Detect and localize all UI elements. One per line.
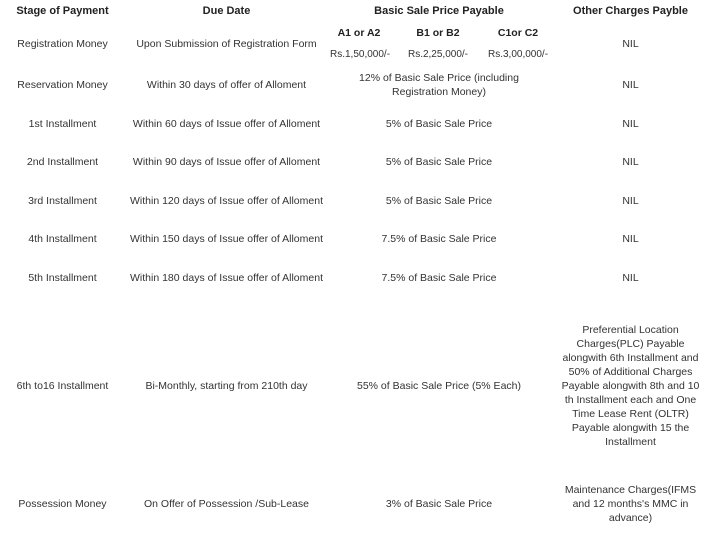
table-row-registration-types xyxy=(0,22,711,44)
basic-price-cell: 5% of Basic Sale Price xyxy=(385,194,493,207)
stage-cell: Reservation Money xyxy=(17,79,108,92)
table-row xyxy=(0,105,711,144)
unit-type-c: C1or C2 xyxy=(497,27,539,39)
due-date-cell: Within 120 days of Issue offer of Alloment xyxy=(130,194,323,207)
header-due-date: Due Date xyxy=(202,5,251,17)
due-date-cell: Within 60 days of Issue offer of Alloment xyxy=(132,117,321,130)
other-charges-cell: Maintenance Charges(IFMS and 12 months's MMC in advance) xyxy=(564,484,697,524)
due-date-cell: On Offer of Possession /Sub-Lease xyxy=(144,498,309,510)
price-c: Rs.3,00,000/- xyxy=(488,49,549,60)
due-date-cell: Within 30 days of offer of Alloment xyxy=(146,79,307,92)
stage-cell: 2nd Installment xyxy=(26,156,99,169)
header-other-charges: Other Charges Payble xyxy=(573,5,688,17)
due-date-cell: Within 180 days of Issue offer of Alloment xyxy=(130,271,323,284)
header-stage-of-payment: Stage of Payment xyxy=(16,5,109,17)
unit-type-b: B1 or B2 xyxy=(416,27,460,39)
other-charges-cell: Preferential Location Charges(PLC) Payable alongwith 6th Installment and 50% of Additional Charges Payable alongwith 8th and 10 th Installment each and One Time Lease Rent (OLTR) Payable alongwith 15 the Installment xyxy=(561,324,700,448)
price-b: Rs.2,25,000/- xyxy=(407,49,469,60)
basic-price-cell: 7.5% of Basic Sale Price xyxy=(381,271,497,284)
other-charges-cell: NIL xyxy=(622,38,639,50)
other-charges-cell: NIL xyxy=(622,117,639,130)
other-charges-cell: NIL xyxy=(622,271,639,284)
due-date-cell: Within 90 days of Issue offer of Alloment xyxy=(132,156,321,169)
header-basic-sale-price: Basic Sale Price Payable xyxy=(374,5,504,17)
table-row xyxy=(0,66,711,105)
basic-price-cell: 7.5% of Basic Sale Price xyxy=(381,233,497,246)
stage-cell: Registration Money xyxy=(17,38,108,50)
other-charges-cell: NIL xyxy=(622,156,639,169)
table-row xyxy=(0,297,711,475)
price-a: Rs.1,50,000/- xyxy=(330,49,391,60)
other-charges-cell: NIL xyxy=(622,194,639,207)
other-charges-cell: NIL xyxy=(622,233,639,246)
table-row xyxy=(0,182,711,221)
table-header-row xyxy=(0,0,711,22)
basic-price-cell: 5% of Basic Sale Price xyxy=(385,117,493,130)
stage-cell: 3rd Installment xyxy=(28,194,97,207)
table-row xyxy=(0,143,711,182)
unit-type-a: A1 or A2 xyxy=(337,27,381,39)
basic-price-cell: 5% of Basic Sale Price xyxy=(385,156,493,169)
stage-cell: 1st Installment xyxy=(28,117,97,130)
stage-cell: 6th to16 Installment xyxy=(16,380,109,392)
table-row xyxy=(0,220,711,259)
due-date-cell: Bi-Monthly, starting from 210th day xyxy=(145,380,308,392)
due-date-cell: Upon Submission of Registration Form xyxy=(136,38,317,50)
basic-price-cell: 12% of Basic Sale Price (including Registration Money) xyxy=(359,72,519,99)
stage-cell: Possession Money xyxy=(18,498,107,510)
stage-cell: 5th Installment xyxy=(28,271,97,284)
stage-cell: 4th Installment xyxy=(28,233,97,246)
basic-price-cell: 3% of Basic Sale Price xyxy=(385,498,493,510)
due-date-cell: Within 150 days of Issue offer of Alloment xyxy=(130,233,323,246)
table-row xyxy=(0,259,711,298)
other-charges-cell: NIL xyxy=(622,79,639,92)
basic-price-cell: 55% of Basic Sale Price (5% Each) xyxy=(357,380,521,392)
table-row xyxy=(0,475,711,533)
